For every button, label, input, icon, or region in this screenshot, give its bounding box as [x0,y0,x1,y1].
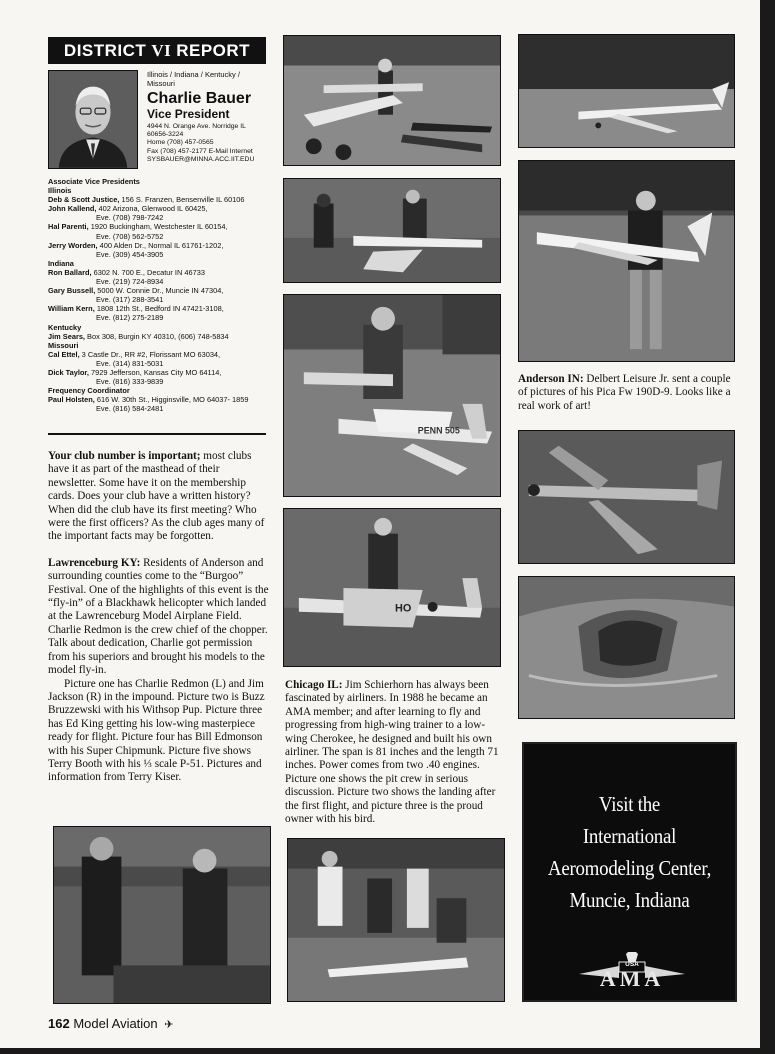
header-suffix: REPORT [176,40,251,60]
photo-pup-build [283,178,501,283]
contact-address: 1920 Buckingham, Westchester IL 60154, [88,222,228,232]
photo-illustration [519,35,734,147]
contact-address: 6302 N. 700 E., Decatur IN 46733 [91,267,205,277]
article-lead: Anderson IN: [518,373,584,385]
photo-biplane-impound [283,35,501,166]
contact-phone: Eve. (708) 562-5752 [96,231,164,241]
state-illinois: Illinois [48,186,72,196]
contact-phone: Eve. (314) 831-5031 [96,358,164,368]
contact-phone: Eve. (816) 584-2481 [96,404,164,414]
photo-illustration [519,161,734,361]
photo-owner-with-airliner [518,160,735,362]
anderson-article [518,373,740,413]
contact-address: 402 Arizona, Glenwood IL 60425, [96,204,208,214]
vp-email: SYSBAUER@MINNA.ACC.IIT.EDU [147,155,255,163]
page-number: 162 [48,1016,70,1031]
photo-illustration [54,827,270,1003]
contact-address: 3 Castle Dr., RR #2, Florissant MO 63034, [79,349,221,359]
contact-phone: Eve. (812) 275-2189 [96,313,164,323]
contact-name: Cal Ettel, [48,349,80,359]
ad-line-3: Aeromodeling Center, [547,856,712,880]
photo-illustration [288,839,504,1001]
contact-entry [48,395,270,404]
photo-illustration [284,509,500,666]
vp-home: Home (708) 457-0565 [147,139,214,147]
article-lawrenceburg [48,557,270,678]
contact-entry [48,268,270,277]
contact-entry [48,222,270,231]
contact-address: Box 308, Burgin KY 40310, (606) 748-5834 [84,331,229,341]
contact-phone: Eve. (309) 454-3905 [96,249,164,259]
section-divider [48,433,266,435]
ad-line-2: International [582,824,677,848]
contact-phone: Eve. (219) 724-8934 [96,277,164,287]
vp-states: Illinois / Indiana / Kentucky / Missouri [147,70,240,88]
contact-name: William Kern, [48,304,95,314]
contact-address: 7929 Jefferson, Kansas City MO 64114, [88,367,222,377]
contact-address: 1808 12th St., Bedford IN 47421-3108, [94,304,224,314]
contact-name: Deb & Scott Justice, [48,195,120,205]
contact-name: Gary Bussell, [48,286,96,296]
chicago-article [285,679,507,826]
photo-p51-model [283,508,501,667]
photo-low-wing-model [283,294,501,497]
magazine-name: Model Aviation [73,1016,158,1031]
aeromodeling-center-ad [522,742,737,1002]
district-report-header [48,37,266,64]
photo-plane-marking: HO [394,602,412,615]
frequency-coordinator-heading: Frequency Coordinator [48,386,130,396]
contact-entry [48,241,270,250]
vp-contact-info [147,123,272,164]
ad-line-4: Muncie, Indiana [569,888,690,912]
header-prefix: DISTRICT [63,40,147,60]
vp-address2: 60656-3224 [147,131,184,139]
ama-logo [579,952,685,992]
contact-entry [48,350,270,359]
contact-name: Dick Taylor, [48,367,89,377]
contact-phone: Eve. (816) 333-9839 [96,377,164,387]
photo-plane-marking: PENN 505 [417,425,460,436]
article-lead: Your club number is important; [48,450,201,462]
ama-logo-text: AMA [599,966,665,991]
article-text: scale P-51. Pictures and information from Terry Kiser. [48,757,262,784]
photo-illustration [284,36,500,165]
contact-address: 156 S. Franzen, Bensenville IL 60106 [119,195,245,205]
contact-name: Paul Holsten, [48,395,95,405]
photo-pit-crew [287,838,505,1002]
article-text: Residents of Anderson and surrounding counties come to the “Burgoo” Festival. One of the highlights of this event is the “fly-in” of a Blackhawk helicopter which landed at the Lawrenceburg Model Airplane Field. Charlie Redmon is the crew chief of the chopper. Talk about dedication, Charlie got permission from his superiors and brought his models to the model fly-in. [48,556,269,677]
airplane-icon: ✈ [164,1019,174,1031]
left-column-text [48,450,270,785]
contact-name: Hal Parenti, [48,222,89,232]
contact-phone: Eve. (317) 288-3541 [96,295,164,305]
ama-logo-usa: USA [625,961,639,968]
vp-title: Vice President [147,107,230,121]
header-roman: VI [151,40,172,60]
contact-name: Jerry Worden, [48,240,98,250]
photo-illustration [519,577,734,718]
contact-entry [48,304,270,313]
article-text: Jim Schierhorn has always been fascinated by airliners. In 1988 he became an AMA member; and after learning to fly and progressing from high-wing trainer to a low-wing Cherokee, he designed and built his own airliner. The span is 81 inches and the length 71 inches. Power comes from two .40 engines. Picture one shows the pit crew in serious discussion. Picture two shows the landing after the first flight, and picture three is the proud owner with his bird. [285,679,499,826]
article-lead: Chicago IL: [285,679,343,691]
page-footer [48,1016,174,1031]
article-lead: Lawrenceburg KY: [48,556,141,569]
photo-redmon-jackson-impound [53,826,271,1004]
state-indiana: Indiana [48,258,74,268]
contact-name: John Kallend, [48,204,97,214]
contact-name: Ron Ballard, [48,267,92,277]
contact-entry [48,286,270,295]
article-anderson [518,373,740,413]
vp-name: Charlie Bauer [147,90,252,107]
state-kentucky: Kentucky [48,322,82,332]
contact-address: 616 W. 30th St., Higginsville, MO 64037- 1859 [94,395,249,405]
photo-airliner-landing [518,34,735,148]
contact-entry [48,368,270,377]
contact-name: Jim Sears, [48,331,85,341]
vp-address1: 4944 N. Orange Ave. Norridge IL [147,123,246,130]
photo-fw190-cockpit [518,576,735,719]
photo-fw190-model [518,430,735,564]
article-text: most clubs have it as part of the masthead of their newsletter. Some have it on the membership cards. Does your club have a written history? When did the club have its first meeting? Who were the first officers? As the club ages many of the important facts may be forgotten. [48,450,265,543]
associate-vp-list [48,177,270,413]
contact-entry [48,332,270,341]
contact-entry [48,204,270,213]
article-club-number [48,450,270,544]
article-chicago [285,679,507,826]
contact-entry [48,195,270,204]
fraction: ⅓ [143,757,152,770]
article-lawrenceburg-pictures [48,678,270,785]
ad-line-1: Visit the [598,792,661,816]
contact-phone: Eve. (708) 798-7242 [96,213,164,223]
state-missouri: Missouri [48,340,79,350]
photo-illustration [284,295,500,496]
photo-illustration [519,431,734,563]
vp-portrait-photo [48,70,138,169]
article-text: Delbert Leisure Jr. sent a couple of pictures of his Pica Fw 190D-9. Looks like a real work of art! [518,373,731,412]
contacts-heading: Associate Vice Presidents [48,177,140,186]
photo-illustration [284,179,500,282]
contact-address: 5000 W. Connie Dr., Muncie IN 47304, [95,286,224,296]
portrait-illustration [49,71,137,168]
contact-address: 400 Alden Dr., Normal IL 61761-1202, [97,240,224,250]
article-text: Picture one has Charlie Redmon (L) and Jim Jackson (R) in the impound. Picture two is Buzz Bruzzewski with his Withsop Pup. Picture three has Ed King getting his low-wing masterpiece ready for flight. Picture four has Bill Edmonson with his Super Chipmunk. Picture five shows Terry Booth with his [48,677,265,770]
vp-fax: Fax (708) 457-2177 E-Mail Internet [147,147,253,155]
